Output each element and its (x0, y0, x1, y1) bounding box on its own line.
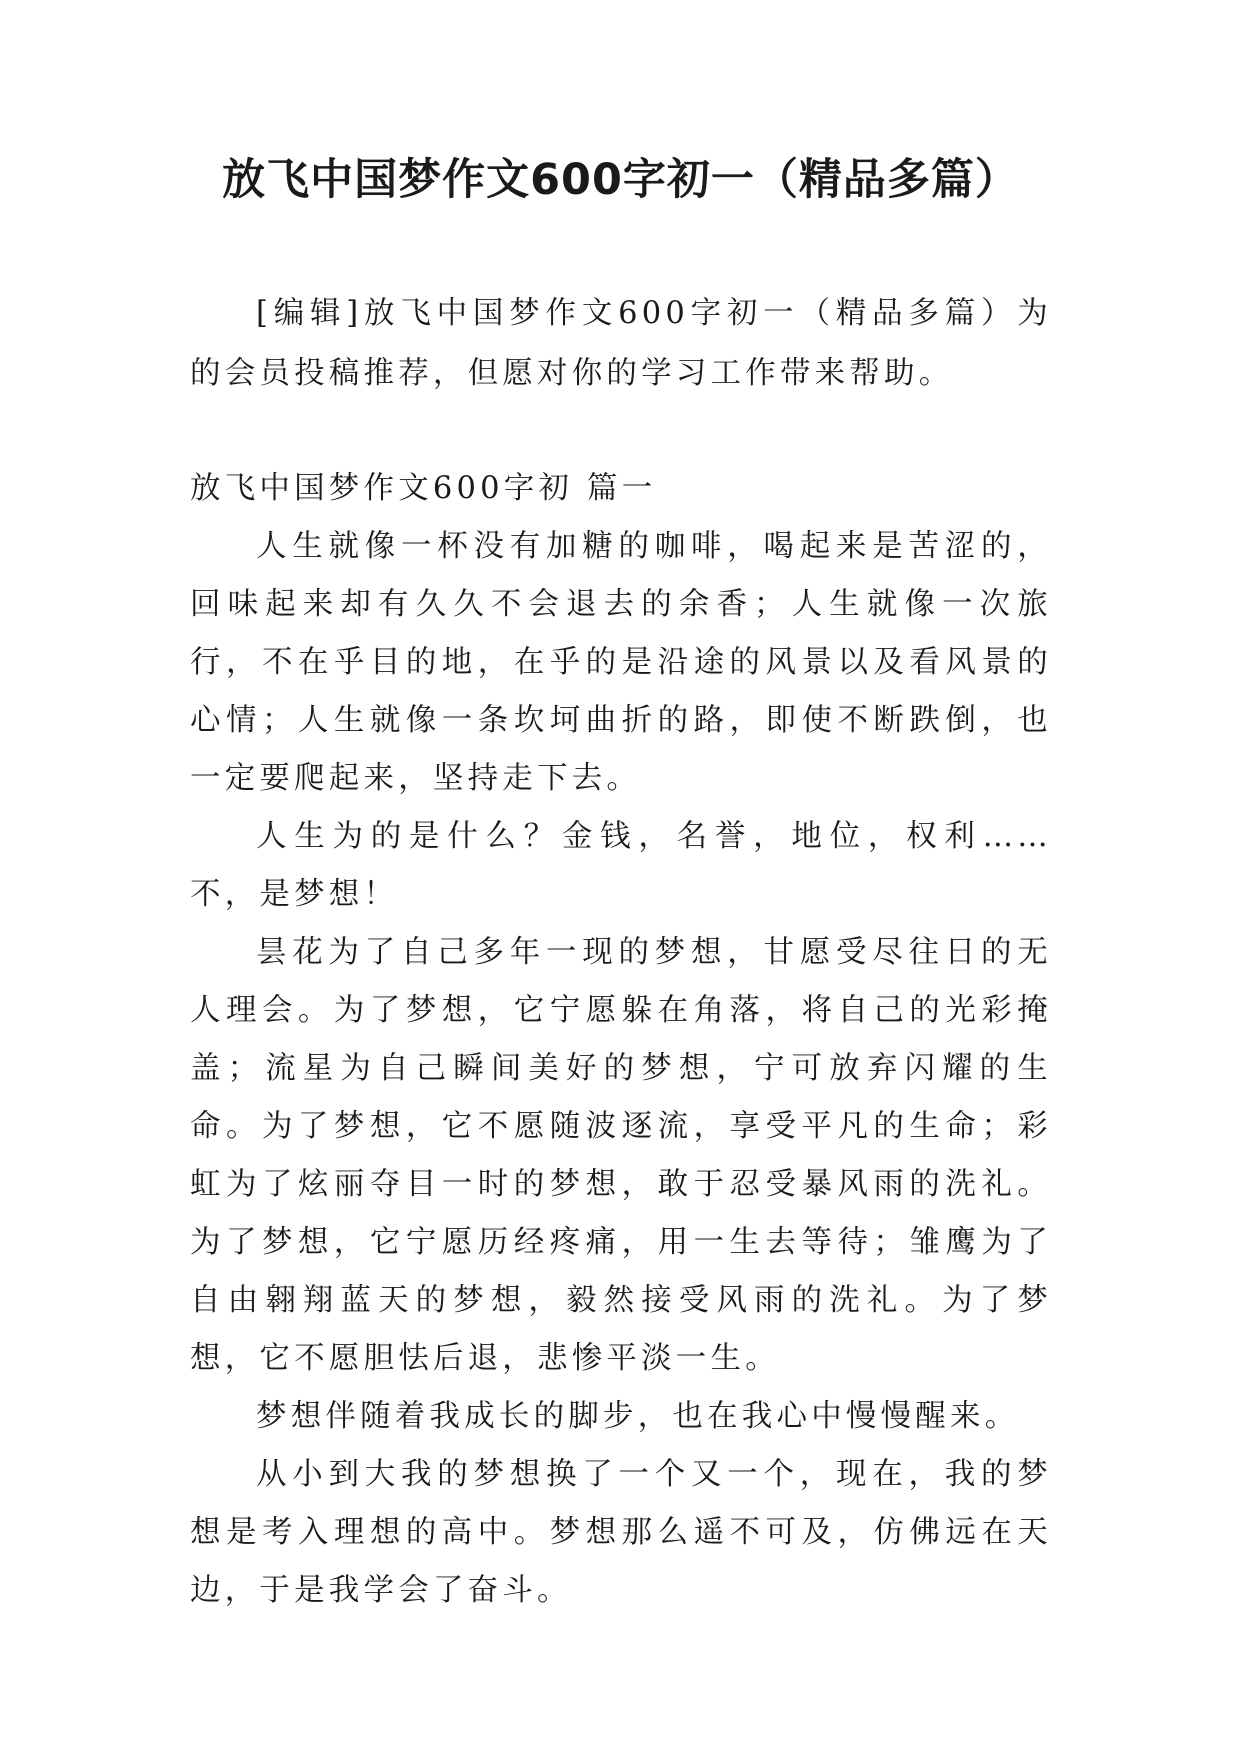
intro-paragraph: [编辑]放飞中国梦作文600字初一（精品多篇）为的会员投稿推荐，但愿对你的学习工作带来帮助。 (190, 296, 1052, 391)
paragraph-4: 梦想伴随着我成长的脚步，也在我心中慢慢醒来。 (256, 1399, 1020, 1434)
document-title: 放飞中国梦作文600字初一（精品多篇） (222, 155, 1019, 205)
section-heading: 放飞中国梦作文600字初 篇一 (190, 471, 657, 506)
paragraph-2: 人生为的是什么？金钱，名誉，地位，权利……不，是梦想！ (190, 819, 1052, 912)
paragraph-3: 昙花为了自己多年一现的梦想，甘愿受尽往日的无人理会。为了梦想，它宁愿躲在角落，将自己的光彩掩盖；流星为自己瞬间美好的梦想，宁可放弃闪耀的生命。为了梦想，它不愿随波逐流，享受平凡的生命；彩虹为了炫丽夺目一时的梦想，敢于忍受暴风雨的洗礼。为了梦想，它宁愿历经疼痛，用一生去等待；雏鹰为了自由翱翔蓝天的梦想，毅然接受风雨的洗礼。为了梦想，它不愿胆怯后退，悲惨平淡一生。 (190, 935, 1052, 1376)
document-body (190, 284, 1052, 1620)
paragraph-5: 从小到大我的梦想换了一个又一个，现在，我的梦想是考入理想的高中。梦想那么遥不可及，仿佛远在天边，于是我学会了奋斗。 (190, 1457, 1052, 1608)
spacer (190, 404, 1052, 460)
paragraph-1: 人生就像一杯没有加糖的咖啡，喝起来是苦涩的，回味起来却有久久不会退去的余香；人生就像一次旅行，不在乎目的地，在乎的是沿途的风景以及看风景的心情；人生就像一条坎坷曲折的路，即使不断跌倒，也一定要爬起来，坚持走下去。 (190, 529, 1052, 796)
